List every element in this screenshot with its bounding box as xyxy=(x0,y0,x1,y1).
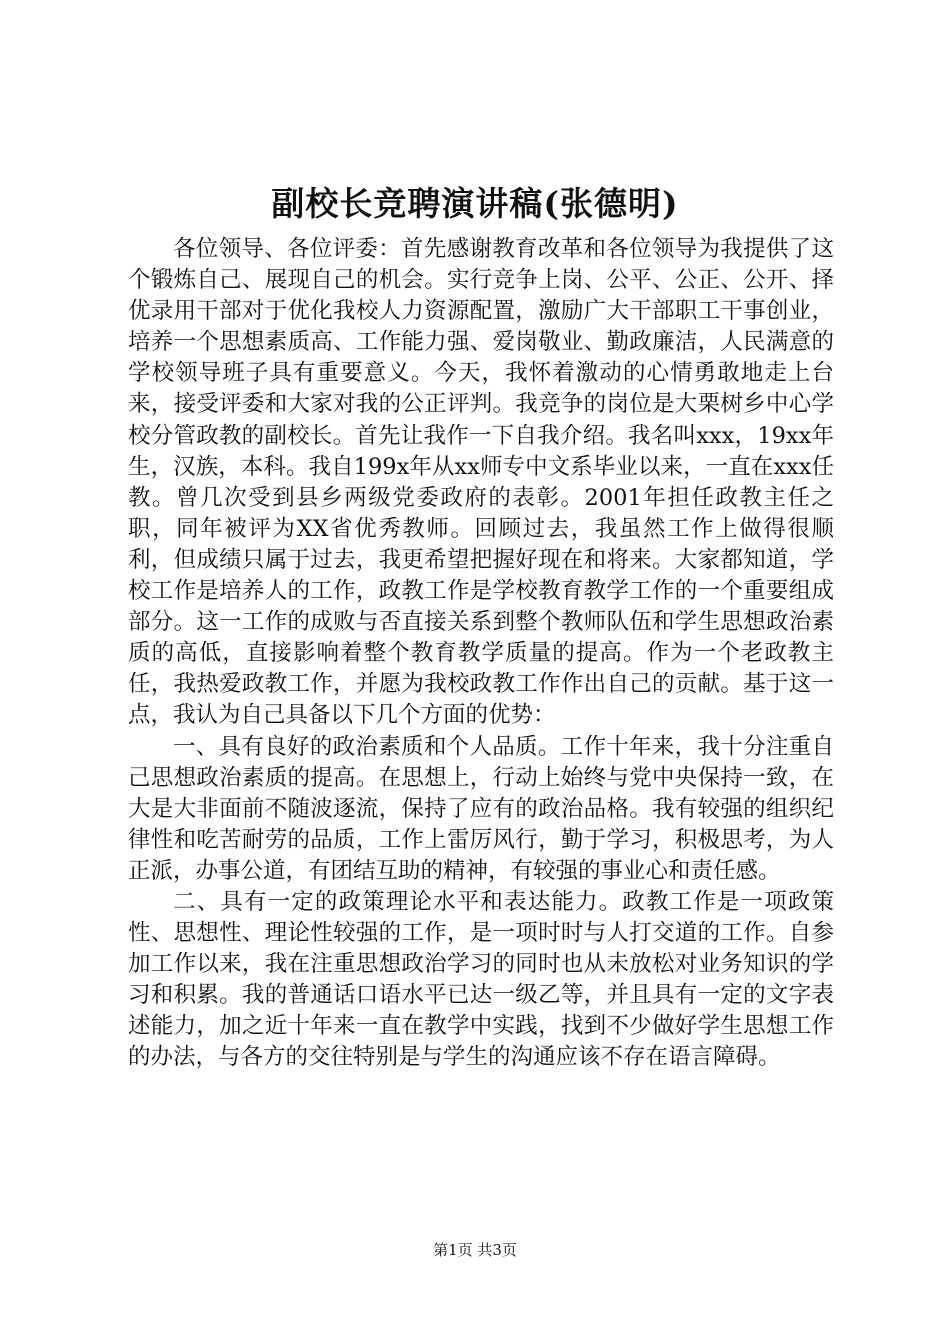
document-title: 副校长竞聘演讲稿(张德明) xyxy=(271,184,679,223)
paragraph-point-one: 一、具有良好的政治素质和个人品质。工作十年来，我十分注重自己思想政治素质的提高。在思想上，行动上始终与党中央保持一致，在大是大非面前不随波逐流，保持了应有的政治品格。我有较强的组织纪律性和吃苦耐劳的品质，工作上雷厉风行，勤于学习，积极思考，为人正派，办事公道，有团结互助的精神，有较强的事业心和责任感。 xyxy=(128,733,834,884)
document-body xyxy=(128,234,834,1074)
paragraph-intro: 各位领导、各位评委：首先感谢教育改革和各位领导为我提供了这个锻炼自己、展现自己的机会。实行竞争上岗、公平、公正、公开、择优录用干部对于优化我校人力资源配置，激励广大干部职工干事创业，培养一个思想素质高、工作能力强、爱岗敬业、勤政廉洁，人民满意的学校领导班子具有重要意义。今天，我怀着激动的心情勇敢地走上台来，接受评委和大家对我的公正评判。我竞争的岗位是大栗树乡中心学校分管政教的副校长。首先让我作一下自我介绍。我名叫xxx，19xx年生，汉族，本科。我自199x年从xx师专中文系毕业以来，一直在xxx任教。曾几次受到县乡两级党委政府的表彰。2001年担任政教主任之职，同年被评为XX省优秀教师。回顾过去，我虽然工作上做得很顺利，但成绩只属于过去，我更希望把握好现在和将来。大家都知道，学校工作是培养人的工作，政教工作是学校教育教学工作的一个重要组成部分。这一工作的成败与否直接关系到整个教师队伍和学生思想政治素质的高低，直接影响着整个教育教学质量的提高。作为一个老政教主任，我热爱政教工作，并愿为我校政教工作作出自己的贡献。基于这一点，我认为自己具备以下几个方面的优势： xyxy=(128,236,834,729)
paragraph-point-two: 二、具有一定的政策理论水平和表达能力。政教工作是一项政策性、思想性、理论性较强的工作，是一项时时与人打交道的工作。自参加工作以来，我在注重思想政治学习的同时也从未放松对业务知识的学习和积累。我的普通话口语水平已达一级乙等，并且具有一定的文字表述能力，加之近十年来一直在教学中实践，找到不少做好学生思想工作的办法，与各方的交往特别是与学生的沟通应该不存在语言障碍。 xyxy=(128,888,834,1071)
page-number-footer: 第1页 共3页 xyxy=(433,1241,517,1259)
